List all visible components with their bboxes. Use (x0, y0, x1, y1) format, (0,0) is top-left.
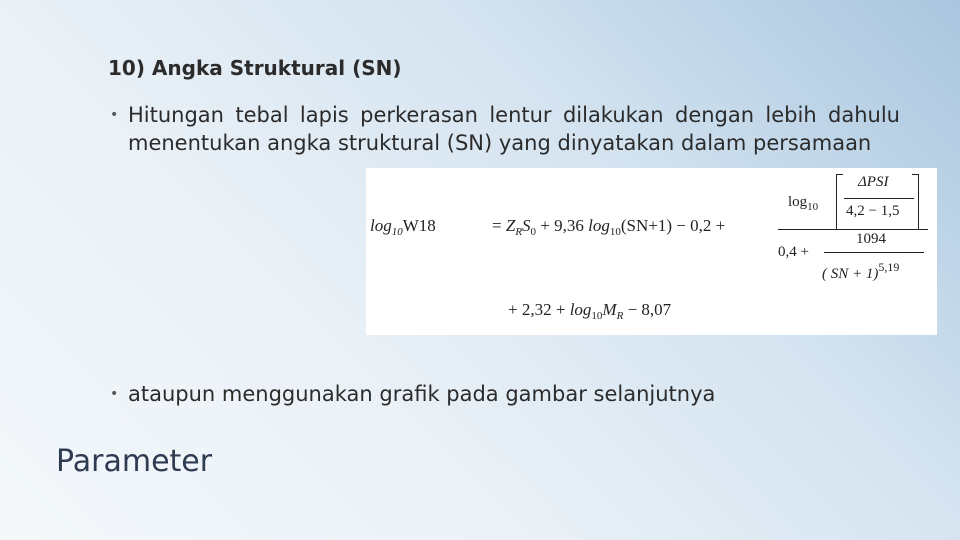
bullet-text-1: Hitungan tebal lapis perkerasan lentur dilakukan dengan lebih dahulu menentukan angka struktural (SN) yang dinyatakan dalam persamaan (128, 103, 900, 155)
den-fraction-line (824, 252, 924, 253)
main-fraction-line (778, 229, 928, 230)
parameter-heading: Parameter (56, 444, 213, 479)
formula-rhs-line-1: = $Z_RS_0 + 9,36$ $\log_{10}(SN+1) - 0,2$ + (492, 216, 726, 238)
bullet-item-1 (110, 101, 900, 157)
bullet-item-2 (110, 380, 900, 408)
slide-title: 10) Angka Struktural (SN) (108, 56, 402, 80)
formula-rhs-line-2: + $2,32 + \log_{10}M_R - 8,07$ (508, 300, 672, 322)
bracket-right (912, 174, 919, 230)
sn-formula-image (366, 168, 937, 335)
formula-lhs: $\log_{10}W18$ (370, 216, 436, 238)
frac-den-num: 1094 (856, 231, 886, 247)
frac-num-den: 4,2 − 1,5 (846, 203, 900, 219)
frac-num-delta: ΔPSI (858, 174, 889, 190)
frac-den-den: ( SN + 1)$^{5,19}$ (822, 260, 900, 282)
frac-num-log: $\log_{10}$ (788, 194, 819, 213)
bullet-dot: • (110, 386, 119, 402)
frac-den-const: 0,4 + (778, 244, 809, 260)
bullet-text-2: ataupun menggunakan grafik pada gambar selanjutnya (128, 382, 716, 406)
bullet-dot: • (110, 107, 119, 123)
bracket-left (836, 174, 843, 230)
inner-fraction-line (844, 198, 914, 199)
